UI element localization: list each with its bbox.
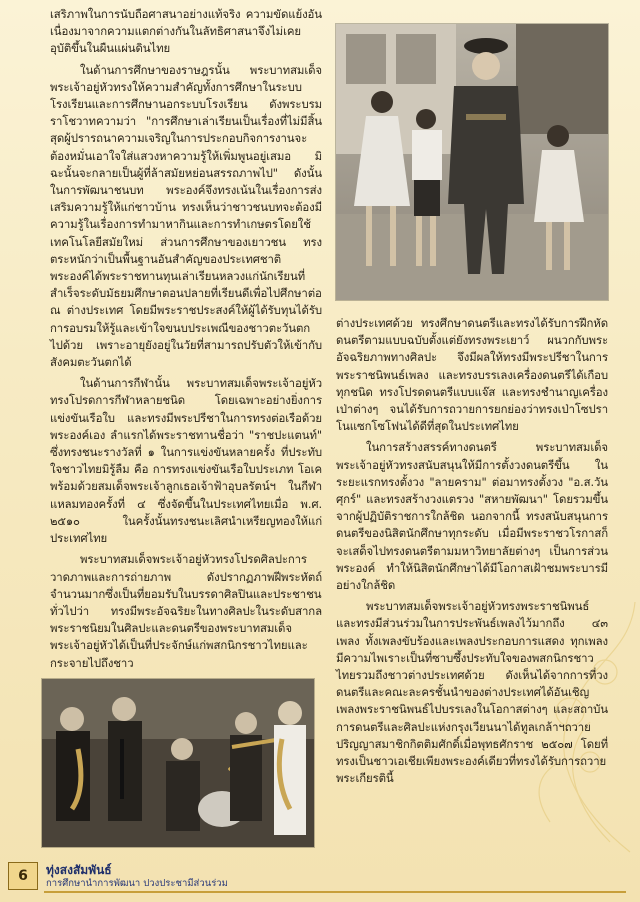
- paragraph: ต่างประเทศด้วย ทรงศึกษาดนตรีและทรงได้รับการฝึกหัดดนตรีตามแบบฉบับตั้งแต่ยังทรงพระเยาว์ ผนวกกับพระอัจฉริยภาพทางศิลปะ จึงมีผลให้ทรงมีพระปรีชาในการพระราชนิพนธ์เพลง และทรงบรรเลงเครื่องดนตรีได้เกือบทุกชนิด ทรงโปรดดนตรีแบบแจ๊ส และทรงชำนาญเครื่องเป่าต่างๆ จนได้รับการถวายการยกย่องว่าทรงเป่าโซปราโนแซกโซโฟนได้ดีที่สุดในประเทศไทย: [336, 316, 608, 434]
- paragraph: ในด้านการกีฬานั้น พระบาทสมเด็จพระเจ้าอยู่หัวทรงโปรดการกีฬาหลายชนิด โดยเฉพาะอย่างยิ่งการแข่งขันเรือใบ และทรงมีพระปรีชาในการทรงต่อเรือด้วยพระองค์เอง ลำแรกได้พระราชทานชื่อว่า "ราชปะแตนท์" ซึ่งทรงชนะรางวัลที่ ๑ ในการแข่งขันหลายครั้ง ที่ประทับใจชาวไทยมิรู้ลืม คือ การทรงแข่งขันเรือใบประเภท โอเค พร้อมด้วยสมเด็จพระเจ้าลูกเธอเจ้าฟ้าอุบลรัตน์ฯ ในกีฬาแหลมทองครั้งที่ ๔ ซึ่งจัดขึ้นในประเทศไทยเมื่อ พ.ศ. ๒๕๑๐ ในครั้งนั้นทรงชนะเลิศนำเหรียญทองให้แก่ประเทศไทย: [50, 376, 322, 546]
- publication-title: ทุ่งสงสัมพันธ์: [46, 863, 112, 877]
- paragraph: พระบาทสมเด็จพระเจ้าอยู่หัวทรงโปรดศิลปะการวาดภาพและการถ่ายภาพ ดังปรากฏภาพฝีพระหัตถ์จำนวนมากซึ่งเป็นที่ยอมรับในบรรดาศิลปินและประชาชนทั่วไปว่า ทรงมีพระอัจฉริยะในทางศิลปะในระดับสากล พระราชนิยมในศิลปะและดนตรีของพระบาทสมเด็จพระเจ้าอยู่หัวได้เป็นที่ประจักษ์แก่พสกนิกรชาวไทยและกระจายไปถึงชาว: [50, 552, 322, 670]
- left-text-column: [50, 6, 322, 676]
- publication-subtitle: การศึกษานำการพัฒนา ปวงประชามีส่วนร่วม: [46, 878, 228, 889]
- paragraph: พระบาทสมเด็จพระเจ้าอยู่หัวทรงพระราชนิพนธ์และทรงมีส่วนร่วมในการประพันธ์เพลงไว้มากถึง ๔๓ เพลง ทั้งเพลงขับร้องและเพลงประกอบการแสดง ทุกเพลงมีความไพเราะเป็นที่ซาบซึ้งประทับใจของพสกนิกรชาวไทยรวมถึงชาวต่างประเทศด้วย ดังเห็นได้จากการที่วงดนตรีและคณะละครชั้นนำของต่างประเทศได้อันเชิญเพลงพระราชนิพนธ์ไปบรรเลงในโอกาสต่างๆ และสถาบันการดนตรีและศิลปะแห่งกรุงเวียนนาได้ทูลเกล้าฯถวายปริญญาสมาชิกกิตติมศักดิ์เมื่อพุทธศักราช ๒๕๐๗ โดยที่ทรงเป็นชาวเอเชียเพียงพระองค์เดียวที่ทรงได้รับการถวายพระเกียรตินี้: [336, 599, 608, 786]
- footer: [0, 858, 640, 894]
- photo-king-with-children: [336, 24, 608, 300]
- paragraph: เสริภาพในการนับถือศาสนาอย่างแท้จริง ความขัดแย้งอันเนื่องมาจากความแตกต่างกันในลัทธิศาสนาจึงไม่เคยอุบัติขึ้นในผืนแผ่นดินไทย: [50, 7, 322, 56]
- right-text-column: [336, 315, 608, 791]
- photo-jazz-band: [42, 679, 314, 847]
- footer-divider: [44, 891, 626, 893]
- paragraph: ในด้านการศึกษาของราษฎรนั้น พระบาทสมเด็จพระเจ้าอยู่หัวทรงให้ความสำคัญทั้งการศึกษาในระบบโรงเรียนและการศึกษานอกระบบโรงเรียน ดังพระบรมราโชวาทความว่า "การศึกษาเล่าเรียนเป็นเรื่องที่ไม่มีสิ้นสุดผู้ปรารถนาความเจริญในการประกอบกิจการงานจะต้องหมั่นเอาใจใส่แสวงหาความรู้ให้เพิ่มพูนอยู่เสมอ มิฉะนั้นจะกลายเป็นผู้ที่ล้าสมัยหย่อนสรรถภาพไป" ดังนั้น ในการพัฒนาชนบท พระองค์จึงทรงเน้นในเรื่องการส่งเสริมความรู้ให้แก่ชาวบ้าน ทรงเห็นว่าชาวชนบทจะต้องมีความรู้ในเรื่องการทำมาหากินและการทำเกษตรโดยใช้เทคโนโลยีสมัยใหม่ ส่วนการศึกษาของเยาวชน ทรงตระหนักว่าเป็นพื้นฐานอันสำคัญของประเทศชาติ พระองค์ได้พระราชทานทุนเล่าเรียนหลวงแก่นักเรียนที่สำเร็จระดับมัธยมศึกษาตอนปลายที่เรียนดีเพื่อไปศึกษาต่อ ณ ต่างประเทศ โดยมีพระราชประสงค์ให้ผู้ได้รับทุนได้รับการอบรมให้รู้และเข้าใจขนบประเพณีของชาวตะวันตกไปด้วย เพราะอายุยังอยู่ในวัยที่สามารถปรับตัวให้เข้ากับสังคมตะวันตกได้: [50, 62, 322, 370]
- page-number: 6: [8, 862, 38, 890]
- paragraph: ในการสร้างสรรค์ทางดนตรี พระบาทสมเด็จพระเจ้าอยู่หัวทรงสนับสนุนให้มีการตั้งวงดนตรีขึ้น ในระยะแรกทรงตั้งวง "ลายคราม" ต่อมาทรงตั้งวง "อ.ส.วันศุกร์" และทรงสร้างวงแตรวง "สหายพัฒนา" โดยรวมขึ้นจากผู้ปฏิบัติราชการใกล้ชิด นอกจากนี้ ทรงสนับสนุนการดนตรีของนิสิตนักศึกษาทุกระดับ เมื่อมีพระราชวโรกาสก็จะเสด็จไปทรงดนตรีตามมหาวิทยาลัยต่างๆ เป็นการส่วนพระองค์ ทำให้นิสิตนักศึกษาได้มีโอกาสเฝ้าชมพระบารมีอย่างใกล้ชิด: [336, 440, 608, 593]
